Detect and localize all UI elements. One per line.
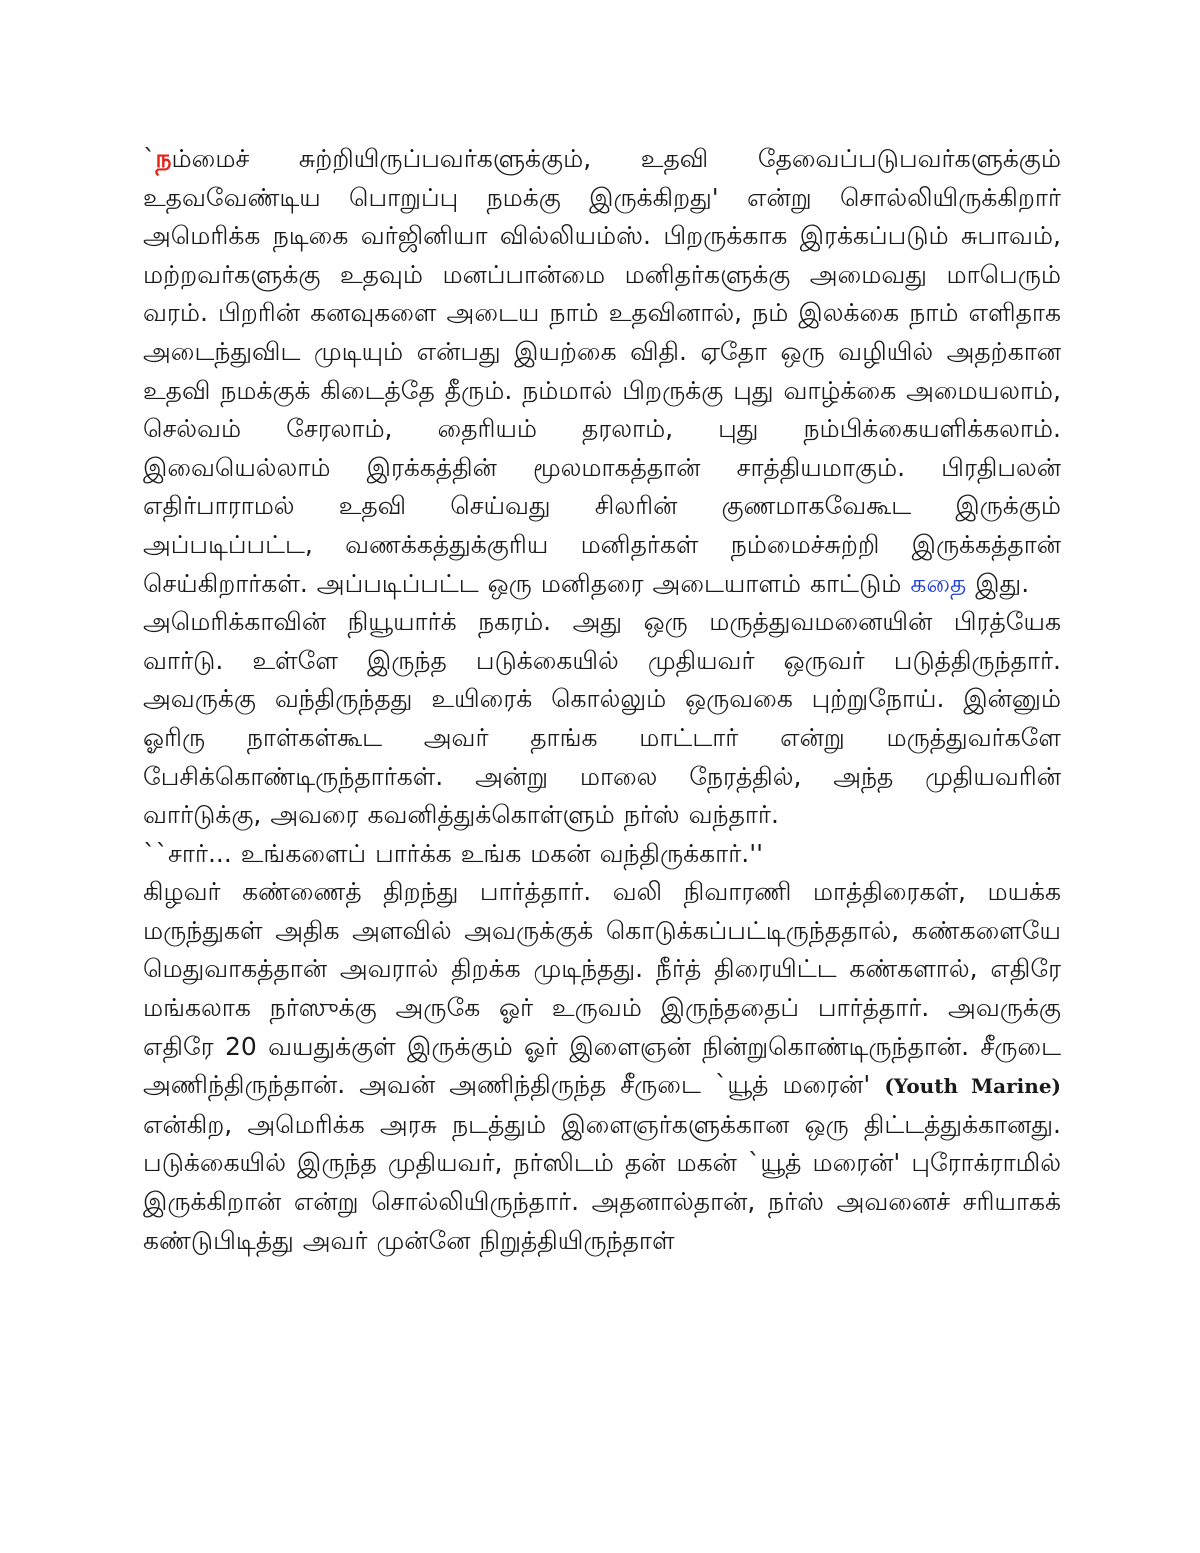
paragraph-intro-text: ம்மைச் சுற்றியிருப்பவர்களுக்கும், உதவி தேவைப்படுபவர்களுக்கும் உதவவேண்டிய பொறுப்பு நமக்கு இருக்கிறது' என்று சொல்லியிருக்கிறார் அமெரிக்க நடிகை வர்ஜினியா வில்லியம்ஸ். பிறருக்காக இரக்கப்படும் சுபாவம், மற்றவர்களுக்கு உதவும் மனப்பான்மை மனிதர்களுக்கு அமைவது மாபெரும் வரம். பிறரின் கனவுகளை அடைய நாம் உதவினால், நம் இலக்கை நாம் எளிதாக அடைந்துவிட முடியும் என்பது இயற்கை விதி. ஏதோ ஒரு வழியில் அதற்கான உதவி நமக்குக் கிடைத்தே தீரும். நம்மால் பிறருக்கு புது வாழ்க்கை அமையலாம், செல்வம் சேரலாம், தைரியம் தரலாம், புது நம்பிக்கையளிக்கலாம். இவையெல்லாம் இரக்கத்தின் மூலமாகத்தான் சாத்தியமாகும். பிரதிபலன் எதிர்பாராமல் உதவி செய்வது சிலரின் குணமாகவேகூட இருக்கும் அப்படிப்பட்ட, வணக்கத்துக்குரிய மனிதர்கள் நம்மைச்சுற்றி இருக்கத்தான் செய்கிறார்கள். அப்படிப்பட்ட ஒரு மனிதரை அடையாளம் காட்டும் [143,144,1061,598]
paragraph-intro-end: இது. [975,568,1030,598]
youth-marine-english: (Youth Marine) [884,1074,1062,1099]
opening-quote: ` [143,144,156,173]
paragraph-nurse-quote: ``சார்... உங்களைப் பார்க்க உங்க மகன் வந்திருக்கார்.'' [143,838,763,868]
drop-cap-letter: ந [155,144,172,173]
document-page [143,140,1061,1260]
paragraph-hospital: அமெரிக்காவின் நியூயார்க் நகரம். அது ஒரு மருத்துவமனையின் பிரத்யேக வார்டு. உள்ளே இருந்த படுக்கையில் முதியவர் ஒருவர் படுத்திருந்தார். அவருக்கு வந்திருந்தது உயிரைக் கொல்லும் ஒருவகை புற்றுநோய். இன்னும் ஓரிரு நாள்கள்கூட அவர் தாங்க மாட்டார் என்று மருத்துவர்களே பேசிக்கொண்டிருந்தார்கள். அன்று மாலை நேரத்தில், அந்த முதியவரின் வார்டுக்கு, அவரை கவனித்துக்கொள்ளும் நர்ஸ் வந்தார். [143,607,1061,830]
paragraph-intro [143,140,1061,603]
story-link[interactable]: கதை [910,568,967,598]
paragraph-old-man-text: கிழவர் கண்ணைத் திறந்து பார்த்தார். வலி நிவாரணி மாத்திரைகள், மயக்க மருந்துகள் அதிக அளவில் அவருக்குக் கொடுக்கப்பட்டிருந்ததால், கண்களையே மெதுவாகத்தான் அவரால் திறக்க முடிந்தது. நீர்த் திரையிட்ட கண்களால், எதிரே மங்கலாக நர்ஸுக்கு அருகே ஓர் உருவம் இருந்ததைப் பார்த்தார். அவருக்கு எதிரே 20 வயதுக்குள் இருக்கும் ஓர் இளைஞன் நின்றுகொண்டிருந்தான். சீருடை அணிந்திருந்தான். அவன் அணிந்திருந்த சீருடை `யூத் மரைன்' [143,877,1061,1100]
paragraph-old-man-end: என்கிற, அமெரிக்க அரசு நடத்தும் இளைஞர்களுக்கான ஒரு திட்டத்துக்கானது. படுக்கையில் இருந்த முதியவர், நர்ஸிடம் தன் மகன் `யூத் மரைன்' புரோக்ராமில் இருக்கிறான் என்று சொல்லியிருந்தார். அதனால்தான், நர்ஸ் அவனைச் சரியாகக் கண்டுபிடித்து அவர் முன்னே நிறுத்தியிருந்தாள் [143,1109,1061,1255]
paragraph-old-man [143,873,1061,1260]
